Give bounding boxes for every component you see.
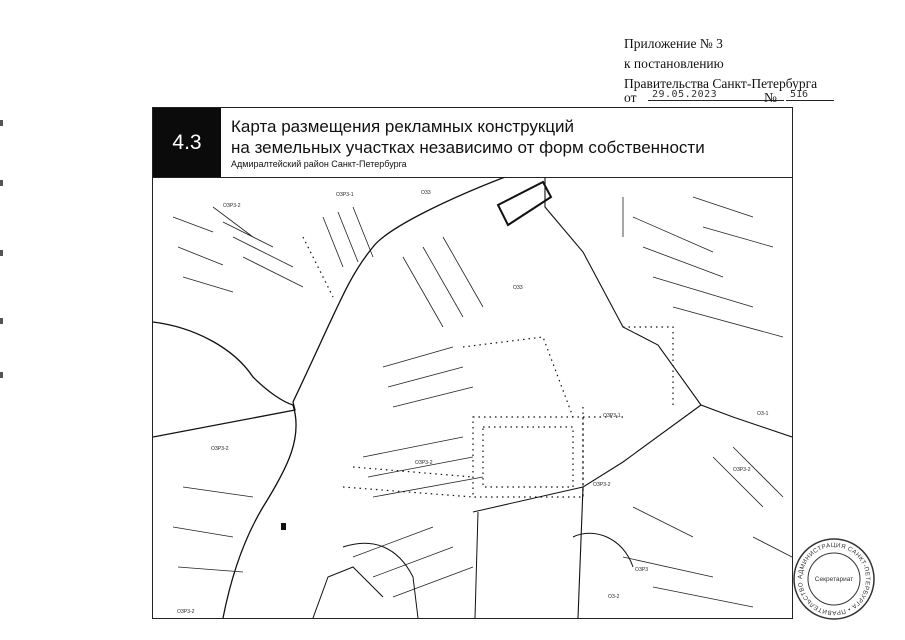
annex-date: 29.05.2023 <box>648 89 784 101</box>
annex-number-sign: № <box>764 90 777 105</box>
map-title <box>231 116 705 158</box>
zone-label: ОЗ3 <box>421 190 431 196</box>
zone-label: ОЗР3-2 <box>223 203 241 209</box>
scan-mark <box>0 180 3 186</box>
annex-block <box>624 34 817 94</box>
zone-label: ОЗР3-2 <box>415 460 433 466</box>
annex-ot-label: от <box>624 90 637 105</box>
zone-boundary <box>578 405 701 618</box>
map-number-badge: 4.3 <box>153 108 221 177</box>
annex-line-2: к постановлению <box>624 56 724 71</box>
map-frame <box>152 107 793 619</box>
city-map <box>153 177 792 618</box>
map-title-line-1: Карта размещения рекламных конструкций <box>231 117 575 136</box>
seal-center-text: Секретариат <box>814 576 854 583</box>
building-block <box>498 182 551 225</box>
scan-mark <box>0 318 3 324</box>
zone-boundary <box>473 487 583 512</box>
annex-number: 516 <box>786 89 834 101</box>
seal-ring-text: АДМИНИСТРАЦИЯ САНКТ-ПЕТЕРБУРГА • ПРАВИТЕЛЬСТВО <box>796 541 872 617</box>
scan-mark <box>0 120 3 126</box>
placement-grid <box>303 237 673 497</box>
scan-mark <box>0 372 3 378</box>
official-seal <box>792 537 876 621</box>
annex-date-number-line <box>624 89 834 106</box>
map-title-line-2: на земельных участках независимо от форм собственности <box>231 138 705 157</box>
district-outline <box>313 533 633 618</box>
zone-label: ОЗ3 <box>513 285 523 291</box>
zone-label: ОЗР3-2 <box>177 609 195 615</box>
zone-label: ОЗР3-1 <box>336 192 354 198</box>
scan-mark <box>0 250 3 256</box>
map-subtitle: Адмиралтейский район Санкт-Петербурга <box>231 159 407 169</box>
building-block <box>281 523 286 530</box>
annex-line-3: Правительства Санкт-Петербурга <box>624 76 818 91</box>
river-boundary <box>223 405 296 618</box>
zone-label: ОЗР3-1 <box>603 413 621 419</box>
zone-label: ОЗ-2 <box>608 594 620 600</box>
zone-boundary <box>475 512 478 618</box>
river-boundary <box>153 322 293 405</box>
zone-boundary <box>545 177 792 437</box>
zone-label: ОЗ-1 <box>757 411 769 417</box>
zone-label: ОЗР3-2 <box>211 446 229 452</box>
annex-line-1: Приложение № 3 <box>624 36 723 51</box>
river-boundary <box>153 177 505 437</box>
map-header <box>153 108 792 178</box>
zone-label: ОЗР3 <box>635 567 649 573</box>
zone-label: ОЗР3-2 <box>733 467 751 473</box>
zone-label: ОЗР3-2 <box>593 482 611 488</box>
